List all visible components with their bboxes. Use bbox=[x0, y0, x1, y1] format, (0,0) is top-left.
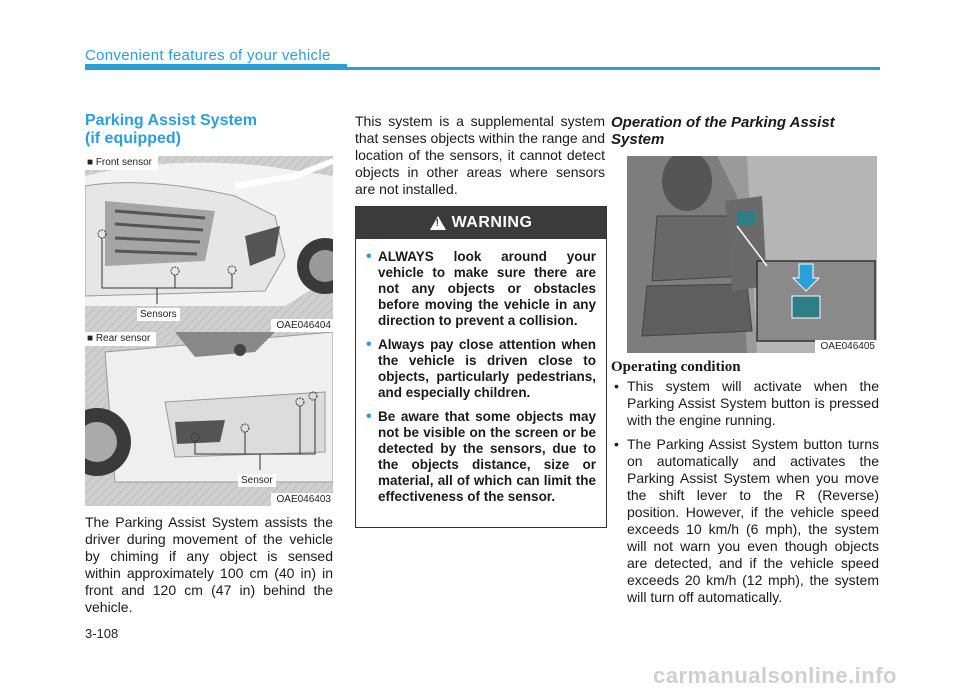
rear-sensor-figure bbox=[85, 332, 333, 506]
front-car-illustration bbox=[85, 156, 333, 332]
middle-body-text: This system is a supplemental system that senses objects within the range and location of the sensors, it cannot detect objects in other areas where sensors are not installed. bbox=[355, 113, 605, 197]
front-sensor-figure bbox=[85, 156, 333, 332]
rear-sensor-callout: Sensor bbox=[238, 474, 276, 487]
section-title-line2: (if equipped) bbox=[85, 130, 181, 147]
operating-condition-item: • The Parking Assist System button turns on automatically and activates the Parking Assist System when you move the shift lever to the R (Reverse) position. However, if the vehicle speed exceeds 10 km/h (6 mph), the system will not warn you even though objects are detected, and if the vehicle speed exceeds 20 km/h (12 mph), the system will turn off automatically. bbox=[611, 436, 879, 606]
operation-title bbox=[611, 114, 835, 148]
header-title: Convenient features of your vehicle bbox=[85, 47, 331, 64]
page-number: 3-108 bbox=[85, 626, 119, 641]
operating-condition-list bbox=[611, 378, 879, 613]
warning-list bbox=[356, 239, 606, 505]
warning-title: WARNING bbox=[451, 214, 533, 231]
front-figure-code: OAE046404 bbox=[271, 319, 334, 332]
section-title-line1: Parking Assist System bbox=[85, 112, 257, 129]
warning-item: • Always pay close attention when the vehicle is driven close to objects, particularly pedestrians, and especially children. bbox=[366, 337, 596, 401]
shifter-figure bbox=[627, 156, 877, 353]
watermark: carmanualsonline.info bbox=[653, 663, 897, 688]
operating-condition-title: Operating condition bbox=[611, 359, 741, 375]
warning-header bbox=[356, 207, 606, 239]
rear-car-illustration bbox=[85, 332, 333, 506]
operation-title-line1: Operation of the Parking Assist bbox=[611, 114, 835, 131]
section-title bbox=[85, 112, 257, 148]
front-sensor-label: ■ Front sensor bbox=[85, 156, 158, 170]
warning-item: • ALWAYS look around your vehicle to make sure there are not any objects or obstacles before moving the vehicle in any direction to prevent a collision. bbox=[366, 249, 596, 329]
warning-item: • Be aware that some objects may not be visible on the screen or be detected by the sensors, due to the objects distance, size or material, all of which can limit the effectiveness of the sensor. bbox=[366, 409, 596, 505]
header-tab bbox=[85, 64, 347, 70]
warning-box bbox=[355, 206, 607, 528]
front-sensors-callout: Sensors bbox=[137, 308, 180, 321]
shifter-figure-code: OAE046405 bbox=[815, 340, 878, 353]
rear-figure-code: OAE046403 bbox=[271, 493, 334, 506]
warning-triangle-icon: ! bbox=[430, 216, 446, 230]
left-body-text: The Parking Assist System assists the driver during movement of the vehicle by chiming if any object is sensed within approximately 100 cm (40 in) in front and 120 cm (47 in) behind the vehicle. bbox=[85, 514, 333, 615]
operation-title-line2: System bbox=[611, 131, 665, 148]
rear-sensor-label: ■ Rear sensor bbox=[85, 332, 156, 346]
shift-console-illustration bbox=[627, 156, 877, 353]
operating-condition-item: • This system will activate when the Parking Assist System button is pressed with the engine running. bbox=[611, 378, 879, 429]
